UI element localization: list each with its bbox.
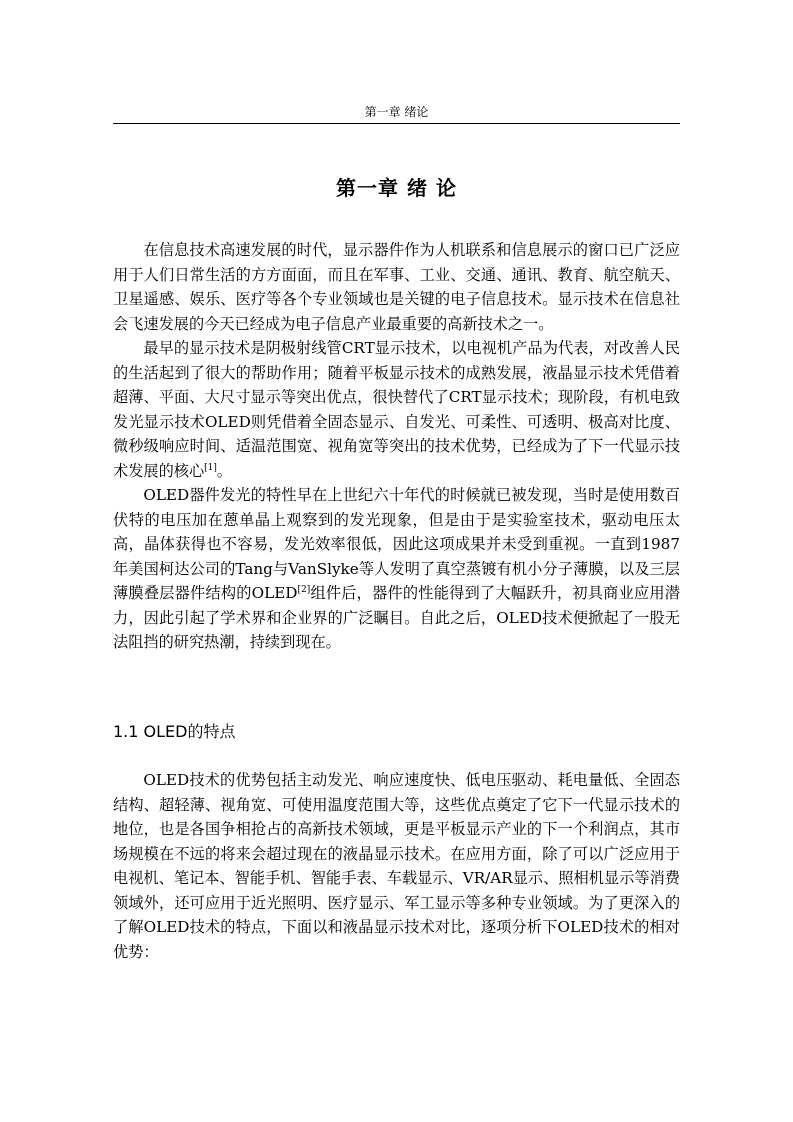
section-heading: 1.1 OLED的特点	[113, 722, 236, 741]
section-body	[113, 768, 680, 964]
header-rule	[113, 123, 680, 124]
paragraph-tail: 。	[216, 461, 233, 480]
citation-ref: [2]	[297, 584, 311, 595]
paragraph	[113, 483, 680, 655]
paragraph	[113, 336, 680, 483]
paragraph-text: OLED器件发光的特性早在上世纪六十年代的时候就已被发现，当时是使用数百伏特的电压加在蒽单晶上观察到的发光现象，但是由于是实验室技术，驱动电压太高，晶体获得也不容易，发光效率很低，因此这项成果并未受到重视。一直到1987年美国柯达公司的Tang与VanSlyke等人发明了真空蒸镀有机小分子薄膜，以及三层薄膜叠层器件结构的OLED	[113, 486, 680, 602]
paragraph-tail: 组件后，器件的性能得到了大幅跃升，初具商业应用潜力，因此引起了学术界和企业界的广泛瞩目。自此之后，OLED技术便掀起了一股无法阻挡的研究热潮，持续到现在。	[113, 584, 680, 651]
citation-ref: [1]	[204, 462, 217, 473]
chapter-title: 第一章 绪 论	[336, 176, 457, 200]
paragraph-text: 最早的显示技术是阴极射线管CRT显示技术，以电视机产品为代表，对改善人民的生活起到了很大的帮助作用；随着平板显示技术的成熟发展，液晶显示技术凭借着超薄、平面、大尺寸显示等突出优点，很快替代了CRT显示技术；现阶段，有机电致发光显示技术OLED则凭借着全固态显示、自发光、可柔性、可透明、极高对比度、微秒级响应时间、适温范围宽、视角宽等突出的技术优势，已经成为了下一代显示技术发展的核心	[113, 339, 680, 480]
paragraph: OLED技术的优势包括主动发光、响应速度快、低电压驱动、耗电量低、全固态结构、超轻薄、视角宽、可使用温度范围大等，这些优点奠定了它下一代显示技术的地位，也是各国争相抢占的高新技术领域，更是平板显示产业的下一个利润点，其市场规模在不远的将来会超过现在的液晶显示技术。在应用方面，除了可以广泛应用于电视机、笔记本、智能手机、智能手表、车载显示、VR/AR显示、照相机显示等消费领域外，还可应用于近光照明、医疗显示、军工显示等多种专业领域。为了更深入的了解OLED技术的特点，下面以和液晶显示技术对比，逐项分析下OLED技术的相对优势：	[113, 771, 680, 961]
paragraph-text: 在信息技术高速发展的时代，显示器件作为人机联系和信息展示的窗口已广泛应用于人们日常生活的方方面面，而且在军事、工业、交通、通讯、教育、航空航天、卫星遥感、娱乐、医疗等各个专业领域也是关键的电子信息技术。显示技术在信息社会飞速发展的今天已经成为电子信息产业最重要的高新技术之一。	[113, 241, 680, 333]
chapter-intro	[113, 238, 680, 655]
running-header: 第一章 绪论	[364, 105, 429, 119]
paragraph	[113, 238, 680, 336]
